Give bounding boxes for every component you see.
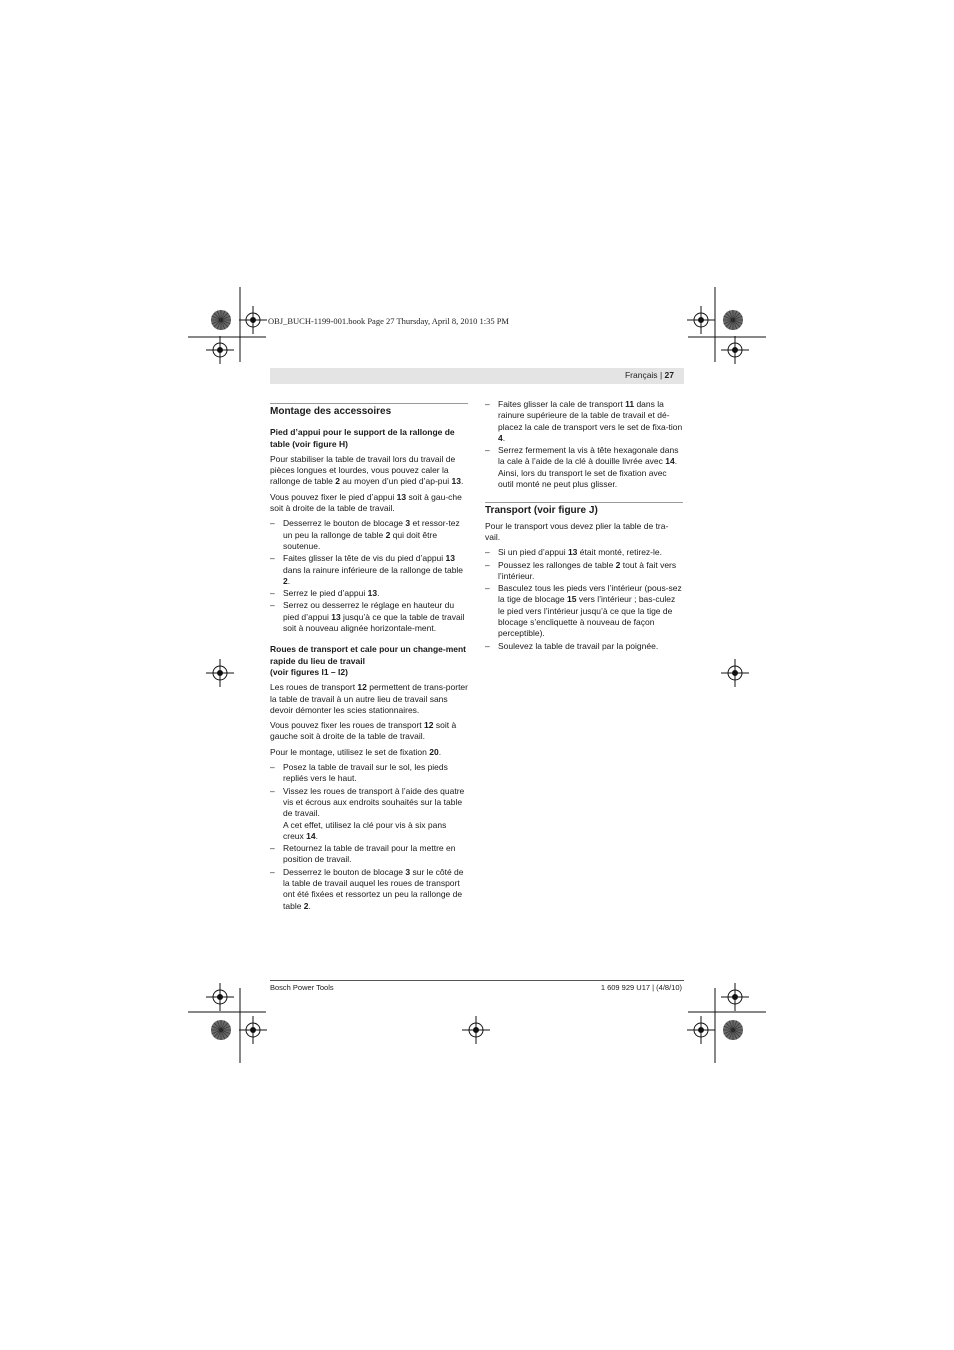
reference-number: 2 — [385, 529, 391, 540]
instruction-list — [485, 399, 683, 490]
header-language: Français — [624, 370, 658, 380]
footer-rule — [270, 980, 684, 981]
list-item-note: A cet effet, utilisez la clé pour vis à six pans creux 14. — [283, 819, 447, 841]
page-number: 27 — [664, 370, 674, 380]
list-item: – Posez la table de travail sur le sol, les pieds repliés vers le haut. — [270, 762, 468, 785]
reference-number: 11 — [625, 399, 635, 409]
list-item — [485, 445, 683, 490]
reference-number: 12 — [424, 720, 434, 731]
paragraph: Vous pouvez fixer les roues de transport 12 soit à gauche soit à droite de la table de travail. — [270, 720, 457, 742]
left-column — [270, 403, 468, 916]
list-item: – Desserrez le bouton de blocage 3 sur le côté de la table de travail auquel les roues de transport ont été fixées et ressortez un peu la rallonge de table 2. — [270, 867, 468, 912]
header-separator: | — [659, 370, 663, 380]
reference-number: 3 — [405, 866, 411, 877]
paragraph: Pour stabiliser la table de travail lors du travail de pièces longues et lourdes, vous pouvez caler la rallonge de table 2 au moyen d’un pied d’ap-pui 13. — [270, 453, 464, 487]
registration-mark-icon — [721, 983, 749, 1011]
list-item: – Retournez la table de travail pour la mettre en position de travail. — [270, 843, 468, 866]
reference-number: 12 — [357, 682, 367, 693]
list-item-text: Serrez fermement la vis à tête hexagonale dans la cale à l’aide de la clé à douille livrée avec 14. — [498, 445, 679, 467]
reference-number: 2 — [335, 476, 340, 487]
reference-number: 20 — [429, 746, 439, 757]
instruction-list — [485, 547, 683, 652]
footer-publisher: Bosch Power Tools — [270, 983, 334, 992]
reference-number: 13 — [451, 476, 461, 487]
right-column — [485, 399, 683, 656]
color-rosette-icon — [723, 310, 743, 330]
reference-number: 3 — [405, 518, 411, 529]
instruction-list — [270, 518, 468, 634]
subsection-title-line: Roues de transport et cale pour un change-ment rapide du lieu de travail — [270, 644, 467, 666]
reference-number: 14 — [306, 830, 316, 841]
list-item: – Soulevez la table de travail par la poignée. — [485, 641, 683, 652]
list-item: – Si un pied d’appui 13 était monté, retirez-le. — [485, 547, 683, 558]
section-title-transport: Transport (voir figure J) — [485, 505, 598, 517]
instruction-list — [270, 762, 468, 912]
reference-number: 15 — [567, 594, 577, 605]
list-item: – Basculez tous les pieds vers l’intérieur (pous-sez la tige de blocage 15 vers l’intérieur ; bas-culez le pied vers l’intérieur jusqu’à ce que la tige de blocage s’encliquette à nouveau de façon perceptible). — [485, 583, 683, 639]
color-rosette-icon — [211, 310, 231, 330]
paragraph: Pour le montage, utilisez le set de fixation 20. — [270, 746, 442, 757]
reference-number: 2 — [303, 900, 309, 911]
reference-number: 13 — [567, 547, 578, 558]
registration-mark-icon — [462, 1016, 490, 1044]
reference-number: 2 — [283, 575, 288, 586]
registration-mark-icon — [239, 306, 267, 334]
list-item: – Poussez les rallonges de table 2 tout à fait vers l’intérieur. — [485, 560, 683, 583]
list-item: – Desserrez le bouton de blocage 3 et ressor-tez un peu la rallonge de table 2 qui doit être soutenue. — [270, 518, 468, 552]
list-item: – Serrez le pied d’appui 13. — [270, 588, 468, 599]
registration-mark-icon — [206, 983, 234, 1011]
footer-doc-number: 1 609 929 U17 | (4/8/10) — [600, 983, 682, 992]
registration-mark-icon — [687, 1016, 715, 1044]
registration-mark-icon — [687, 306, 715, 334]
header-text — [625, 370, 674, 380]
list-item: – Faites glisser la tête de vis du pied d’appui 13 dans la rainure inférieure de la rallonge de table 2. — [270, 553, 468, 587]
section-rule — [485, 502, 683, 503]
reference-number: 13 — [445, 553, 456, 564]
subsection-title-pied: Pied d’appui pour le support de la rallonge de table (voir figure H) — [270, 427, 455, 449]
subsection-title-roues — [270, 644, 468, 678]
registration-mark-icon — [206, 659, 234, 687]
reference-number: 14 — [665, 456, 675, 467]
subsection-title-line: (voir figures I1 – I2) — [270, 666, 348, 677]
list-item — [270, 786, 468, 842]
list-item: – Serrez ou desserrez le réglage en hauteur du pied d’appui 13 jusqu’à ce que la table de travail soit à nouveau alignée horizontale-ment. — [270, 600, 468, 634]
list-item-text: Vissez les roues de transport à l’aide des quatre vis et écrous aux endroits souhaités sur la table de travail. — [283, 785, 465, 819]
reference-number: 13 — [367, 588, 378, 599]
reference-number: 13 — [396, 491, 407, 502]
registration-mark-icon — [721, 659, 749, 687]
reference-number: 13 — [331, 611, 341, 622]
section-rule — [270, 403, 468, 404]
registration-mark-icon — [239, 1016, 267, 1044]
reference-number: 2 — [615, 559, 621, 570]
reference-number: 4 — [498, 432, 503, 443]
registration-mark-icon — [206, 336, 234, 364]
paragraph: Pour le transport vous devez plier la table de tra-vail. — [485, 520, 669, 542]
list-item: – Faites glisser la cale de transport 11 dans la rainure supérieure de la table de travail et dé-placez la cale de transport vers le set de fixa-tion 4. — [485, 399, 683, 444]
color-rosette-icon — [723, 1020, 743, 1040]
file-info: OBJ_BUCH-1199-001.book Page 27 Thursday, April 8, 2010 1:35 PM — [268, 316, 509, 326]
page-header — [270, 368, 684, 384]
section-title-montage: Montage des accessoires — [270, 406, 392, 417]
paragraph: Vous pouvez fixer le pied d’appui 13 soit à gau-che soit à droite de la table de travail. — [270, 491, 462, 514]
color-rosette-icon — [211, 1020, 231, 1040]
paragraph: Les roues de transport 12 permettent de trans-porter la table de travail à un autre lieu de travail sans devoir démonter les scies stationnaires. — [270, 682, 468, 715]
list-item-note: Ainsi, lors du transport le set de fixation avec outil monté ne peut plus glisser. — [498, 467, 667, 490]
registration-mark-icon — [721, 336, 749, 364]
